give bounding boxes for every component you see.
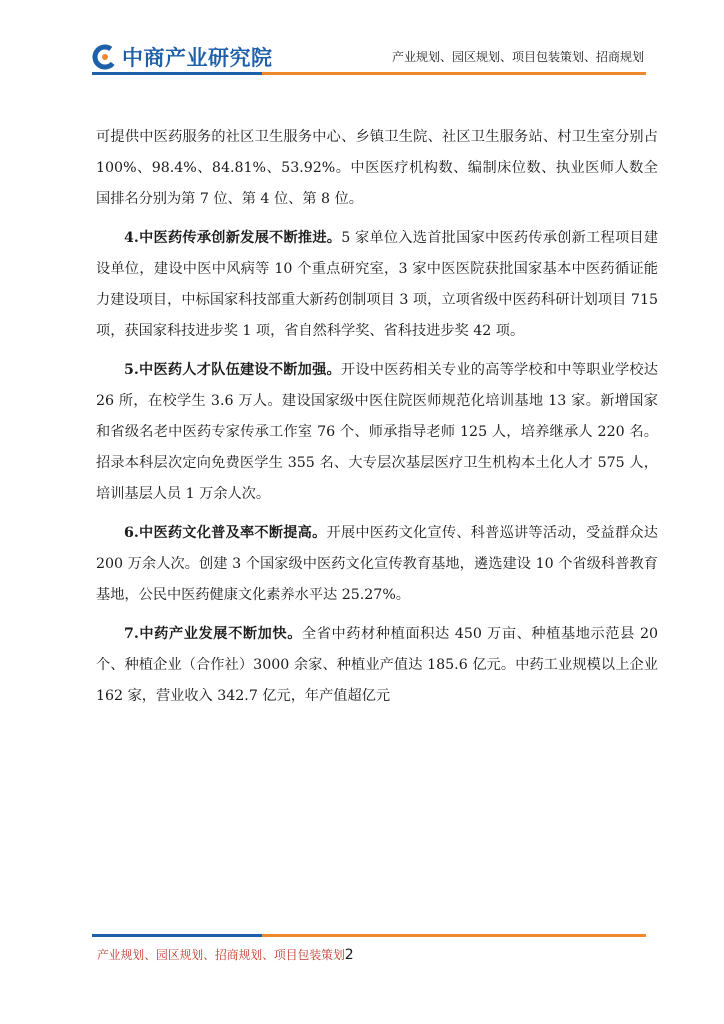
paragraph: 可提供中医药服务的社区卫生服务中心、乡镇卫生院、社区卫生服务站、村卫生室分别占 100%、98.4%、84.81%、53.92%。中医医疗机构数、编制床位数、执业医师人数全国排名分别为第 7 位、第 4 位、第 8 位。	[96, 129, 658, 207]
paragraph-heading: 6.中医药文化普及率不断提高。	[124, 525, 327, 541]
logo-text: 中商产业研究院	[122, 46, 273, 70]
paragraph-heading: 5.中医药人才队伍建设不断加强。	[124, 362, 341, 378]
footer-text: 产业规划、园区规划、招商规划、项目包装策划2	[97, 947, 354, 963]
page-number: 2	[344, 947, 354, 963]
paragraph-heading: 7.中药产业发展不断加快。	[124, 626, 302, 642]
document-body	[96, 122, 658, 720]
paragraph-heading: 4.中医药传承创新发展不断推进。	[124, 230, 342, 246]
logo-mark-icon	[92, 44, 118, 70]
footer-line-blue	[92, 934, 262, 937]
header-tagline: 产业规划、园区规划、项目包装策划、招商规划	[391, 50, 644, 64]
logo	[92, 40, 273, 74]
paragraph: 4.中医药传承创新发展不断推进。5 家单位入选首批国家中医药传承创新工程项目建设单位，建设中医中风病等 10 个重点研究室，3 家中医医院获批国家基本中医药循证能力建设项目，中标国家科技部重大新药创制项目 3 项，立项省级中医药科研计划项目 715 项，获国家科技进步奖 1 项，省自然科学奖、省科技进步奖 42 项。	[96, 230, 659, 339]
paragraph: 6.中医药文化普及率不断提高。开展中医药文化宣传、科普巡讲等活动，受益群众达 200 万余人次。创建 3 个国家级中医药文化宣传教育基地，遴选建设 10 个省级科普教育基地，公民中医药健康文化素养水平达 25.27%。	[96, 525, 658, 603]
page-footer	[0, 920, 724, 1000]
footer-line-orange	[262, 934, 646, 937]
page-header	[0, 0, 724, 80]
header-line-orange	[262, 72, 646, 75]
paragraph: 5.中医药人才队伍建设不断加强。开设中医药相关专业的高等学校和中等职业学校达 26 所，在校学生 3.6 万人。建设国家级中医住院医师规范化培训基地 13 家。新增国家和省级名老中医药专家传承工作室 76 个、师承指导老师 125 人，培养继承人 220 名。招录本科层次定向免费医学生 355 名、大专层次基层医疗卫生机构本土化人才 575 人，培训基层人员 1 万余人次。	[96, 362, 658, 502]
paragraph: 7.中药产业发展不断加快。全省中药材种植面积达 450 万亩、种植基地示范县 20 个、种植企业（合作社）3000 余家、种植业产值达 185.6 亿元。中药工业规模以上企业 162 家，营业收入 342.7 亿元，年产值超亿元	[96, 626, 659, 704]
header-line-blue	[92, 72, 262, 75]
